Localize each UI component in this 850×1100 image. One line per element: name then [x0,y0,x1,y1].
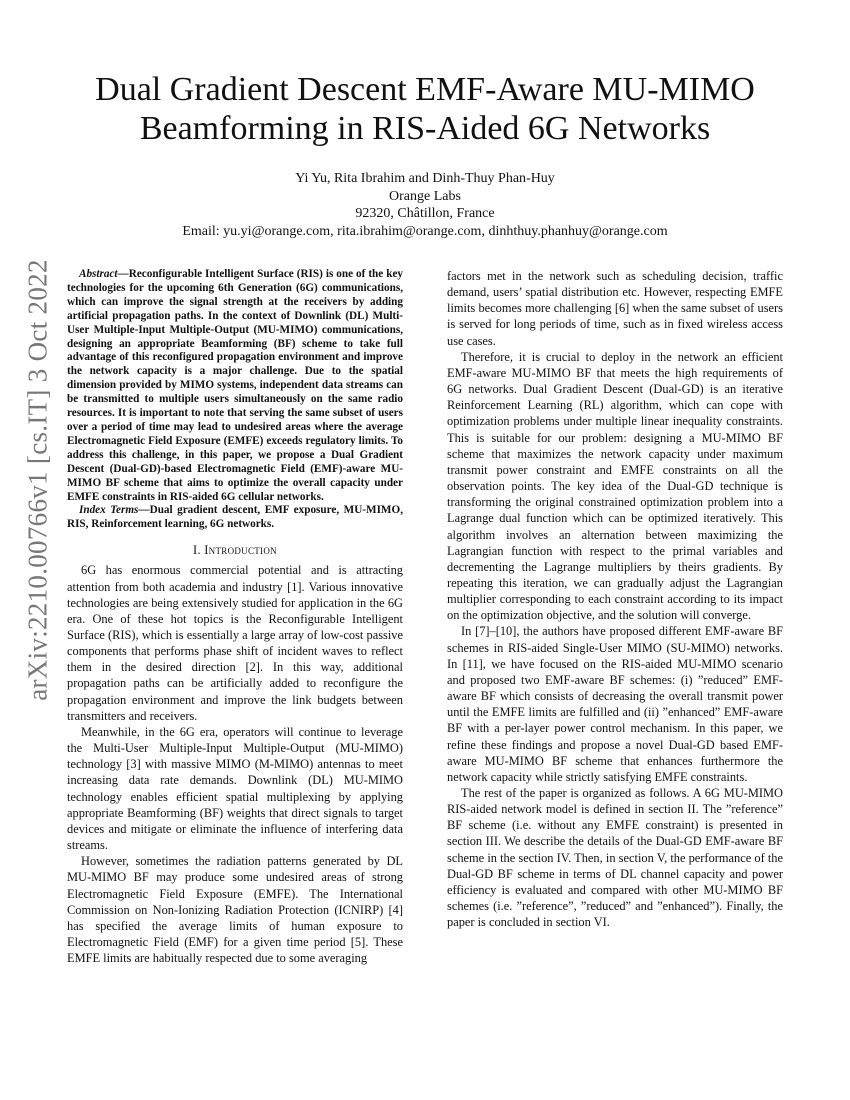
paragraph: The rest of the paper is organized as follows. A 6G MU-MIMO RIS-aided network model is defined in section II. The ”reference” BF scheme (i.e. without any EMFE constraint) is presented in section III. We describe the details of the Dual-GD EMF-aware BF scheme in the section IV. Then, in section V, the performance of the Dual-GD BF scheme in terms of DL channel capacity and power efficiency is evaluated and compared with other MU-MIMO BF schemes (i.e. ”reference”, ”reduced” and ”enhanced”). Finally, the paper is concluded in section VI. [447,786,783,930]
section-heading-introduction: I. Introduction [193,543,277,558]
paragraph: However, sometimes the radiation patterns generated by DL MU-MIMO BF may produce some undesired areas of strong Electromagnetic Field Exposure (EMFE). The International Commission on Non-Ionizing Radiation Protection (ICNIRP) [4] has specified the average limits of human exposure to Electromagnetic Field (EMF) for a given time period [5]. These EMFE limits are habitually respected due to some averaging [67,854,403,966]
index-terms-label: Index Terms [79,504,139,517]
paragraph: factors met in the network such as scheduling decision, traffic demand, users’ spatial distribution etc. However, respecting EMFE limits becomes more challenging [6] when the same subset of users is served for long periods of time, such as in fixed wireless access use cases. [447,269,783,348]
left-column [67,268,403,966]
paragraph: 6G has enormous commercial potential and is attracting attention from both academia and industry [1]. Various innovative technologies are being extensively studied for application in the 6G era. One of these hot topics is the Reconfigurable Intelligent Surface (RIS), which is essentially a large array of low-cost passive components that performs phase shift of incident waves to reflect them in the desired direction [2]. In this way, additional propagation paths can be artificially added to reconfigure the propagation environment and improve the link budgets between transmitters and receivers. [67,563,403,723]
email-line: Email: yu.yi@orange.com, rita.ibrahim@orange.com, dinhthuy.phanhuy@orange.com [182,223,668,239]
title-line-1: Dual Gradient Descent EMF-Aware MU-MIMO [95,71,755,108]
abstract-text: —Reconfigurable Intelligent Surface (RIS) is one of the key technologies for the upcoming 6th Generation (6G) communications, which can improve the signal strength at the receivers by adding artificial propagation paths. In the context of Downlink (DL) Multi-User Multiple-Input Multiple-Output (MU-MIMO) communications, designing an appropriate Beamforming (BF) scheme to take full advantage of this reconfigured propagation environment and improve the network capacity is a major challenge. Due to the spatial dimension provided by MIMO systems, independent data streams can be transmitted to multiple users simultaneously on the same radio resources. It is important to note that serving the same subset of users over a period of time may lead to undesired areas where the average Electromagnetic Field Exposure (EMFE) exceeds regulatory limits. To address this challenge, in this paper, we propose a Dual Gradient Descent (Dual-GD)-based Electromagnetic Field (EMF)-aware MU-MIMO BF scheme that aims to optimize the overall capacity under EMFE constraints in RIS-aided 6G cellular networks. [67,268,403,503]
paragraph: Meanwhile, in the 6G era, operators will continue to leverage the Multi-User Multiple-Input Multiple-Output (MU-MIMO) technology [3] with massive MIMO (M-MIMO) antennas to meet increasing data rate demands. Downlink (DL) MU-MIMO technology enables efficient spatial multiplexing by applying appropriate Beamforming (BF) weights that direct signals to target devices and mitigate or eliminate the influence of interfering data streams. [67,724,403,853]
abstract [67,268,403,504]
index-terms-text: —Dual gradient descent, EMF exposure, MU-MIMO, RIS, Reinforcement learning, 6G networks. [67,504,403,531]
abstract-label: Abstract [79,268,118,280]
right-column [447,268,783,930]
author-names: Yi Yu, Rita Ibrahim and Dinh-Thuy Phan-Huy [295,171,555,186]
author-block [60,170,790,240]
arxiv-identifier: arXiv:2210.00766v1 [cs.IT] 3 Oct 2022 [22,259,53,701]
address: 92320, Châtillon, France [355,206,495,221]
index-terms [67,504,403,532]
arxiv-sidebar [18,259,58,701]
paragraph: Therefore, it is crucial to deploy in the network an efficient EMF-aware MU-MIMO BF that meets the high requirements of 6G networks. Dual Gradient Descent (Dual-GD) is an iterative Reinforcement Learning (RL) algorithm, which can cope with optimization problems under multiple linear inequality constraints. This is suitable for our problem: designing a MU-MIMO BF scheme that maximizes the network capacity under maximum transmit power constraint and EMFE constraints on all the observation points. The key idea of the Dual-GD technique is transforming the original constrained optimization problem into a Lagrange dual function which can be optimized iteratively. This algorithm involves an alternation between maximizing the Lagrangian function with respect to the primal variables and decrementing the Lagrange multipliers by theirs gradients. By repeating this iteration, we can gradually adjust the Lagrangian multiplier corresponding to each constraint according to its impact on the optimization objective, and the solution will converge. [447,349,783,623]
affiliation: Orange Labs [389,188,461,204]
title-line-2: Beamforming in RIS-Aided 6G Networks [139,110,711,147]
paragraph: In [7]–[10], the authors have proposed different EMF-aware BF schemes in RIS-aided Single-User MIMO (SU-MIMO) networks. In [11], we have focused on the RIS-aided MU-MIMO scenario and proposed two EMF-aware BF schemes: (i) ”reduced” EMF-aware BF which consists of decreasing the overall transmit power until the EMFE limits are fulfilled and (ii) ”enhanced” EMF-aware BF with a per-layer power control mechanism. In this paper, we refine these findings and propose a novel Dual-GD based EMF-aware MU-MIMO BF scheme that enhances furthermore the network capacity while strictly satisfying EMFE constraints. [447,624,783,784]
paper-title [60,70,790,148]
